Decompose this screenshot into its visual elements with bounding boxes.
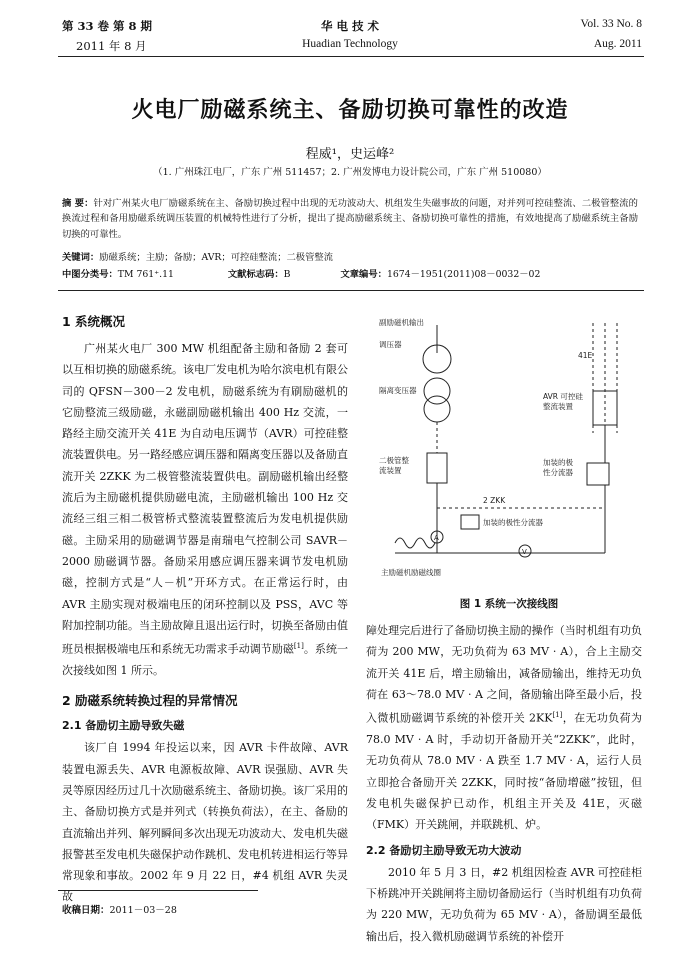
label-main-exciter-winding: 主励磁机励磁线圈 [381, 568, 441, 577]
journal-date-en: Aug. 2011 [593, 38, 642, 50]
abstract [62, 196, 638, 242]
label-diode-rectifier: 二极管整 [379, 456, 409, 465]
citation-1: [1] [293, 642, 304, 651]
label-added-shunt-2: 性分流器 [543, 468, 573, 477]
transformer-secondary-symbol [424, 396, 450, 422]
journal-name: 华 电 技 术 [320, 19, 379, 33]
figure-1-diagram [375, 313, 643, 585]
section2-2-heading: 2.2 备励切主励导致无功大波动 [366, 843, 522, 857]
classification-line [62, 267, 638, 282]
received-label: 收稿日期： [62, 905, 110, 916]
journal-date: 2011 年 8 月 [76, 39, 147, 53]
label-rectifier-device: 整流装置 [543, 402, 573, 411]
right-column [366, 620, 642, 947]
added-shunt-box [587, 463, 609, 485]
diode-rectifier-box [427, 453, 447, 483]
label-added-polarity-shunt: 加装的极性分流器 [483, 518, 543, 527]
section1-heading: 1 系统概况 [62, 314, 126, 329]
label-switch-41e: 41E [578, 351, 593, 360]
left-column [62, 300, 348, 908]
section1-paragraph [62, 338, 348, 681]
clc-value: TM 761⁺.11 [117, 269, 174, 280]
citation-1b: [1] [552, 711, 563, 720]
section2-1-continued-text-end: ，在无功负荷为 78.0 MV · A 时，手动切开备励开关“2ZKK”，此时，无功负荷从 78.0 MV · A 跌至 1.7 MV · A，运行人员立即抢合备励开关 2ZKK，同时按“备励增磁”按钮，但发电机失磁保护已动作，机组主开关及 41E，灭磁（FMK）开关跳闸，并联跳机、炉。 [366, 711, 642, 832]
keywords-label: 关键词： [62, 252, 100, 263]
section2-heading: 2 励磁系统转换过程的异常情况 [62, 693, 238, 709]
label-avr-thyristor: AVR 可控硅 [543, 392, 583, 401]
figure-1-caption: 图 1 系统一次接线图 [459, 598, 559, 610]
exciter-winding-symbol [395, 538, 435, 548]
received-date [62, 902, 177, 916]
header-rule [58, 56, 644, 57]
article-title: 火电厂励磁系统主、备励切换可靠性的改造 [131, 98, 569, 123]
ammeter-label: A [434, 534, 439, 542]
section1-text: 广州某火电厂 300 MW 机组配备主励和备励 2 套可以互相切换的励磁系统。该电厂发电机为哈尔滨电机有限公司的 QFSN－300－2 发电机，励磁系统为有刷励磁机的它励整流三级励磁，永磁副励磁机输出 400 Hz 交流，一路经主励交流开关 41E 为自动电压调节（AVR）可控硅整流装置供电。另一路经感应调压器和隔离变压器以及备励直流开关 2ZKK 为二极管整流装置供电。副励磁机输出经整流后为主励磁机提供励磁电流，主励磁机输出 100 Hz 交流经三组三相二极管桥式整流装置整流后为发电机提供励磁。主励采用的励磁调节器是南瑞电气控制公司 SAVR－2000 励磁调节器。备励采用感应调压器来调节发电机励磁，控制方式是“人－机”开环方式。在正常运行时，由 AVR 主励实现对极端电压的闭环控制以及 PSS，AVC 等附加控制功能。当主励故障且退出运行时，切换至备励由值班员根据极端电压和系统无功需求手动调节励磁 [62, 342, 348, 656]
footer-rule [58, 890, 258, 891]
abstract-label: 摘 要： [62, 198, 94, 209]
label-switch-2zkk: 2 ZKK [483, 496, 506, 505]
label-sub-exciter-output: 副励磁机输出 [379, 318, 424, 327]
received-value: 2011－03－28 [109, 905, 177, 916]
journal-name-en: Huadian Technology [302, 38, 398, 50]
section2-1-continued [366, 620, 642, 836]
article-no-label: 文章编号： [340, 269, 387, 280]
voltmeter-label: V [522, 548, 527, 556]
abstract-text: 针对广州某火电厂励磁系统在主、备励切换过程中出现的无功波动大、机组发生失磁事故的问题，对并列可控硅整流、二极管整流的换流过程和备用励磁系统调压装置的机械特性进行了分析，提出了提高励磁系统主、备励切换可靠性的措施，有效地提高了励磁系统主备励切换的可靠性。 [62, 198, 638, 240]
label-isolation-transformer: 隔离变压器 [379, 386, 417, 395]
section2-1-continued-text: 障处理完后进行了备励切换主励的操作（当时机组有功负荷为 200 MW，无功负荷为 63 MV · A），合上主励交流开关 41E 后，增主励输出，减备励输出，维持无功负荷在 63～78.0 MV · A 之间，备励输出降至最小后，投入微机励磁调节系统的补偿开关 2KK [366, 624, 642, 725]
doc-code-value: B [283, 269, 291, 280]
label-regulator: 调压器 [379, 340, 402, 349]
label-added-shunt: 加装的极 [543, 458, 573, 467]
abstract-rule [58, 290, 644, 291]
journal-volume-issue: 第 33 卷 第 8 期 [62, 19, 153, 33]
clc-label: 中图分类号： [62, 269, 118, 280]
article-authors: 程威¹，史运峰² [305, 147, 395, 162]
section1-text-end: 。系统一次接线如图 1 所示。 [62, 642, 349, 678]
label-rectifier-device-2: 流装置 [379, 466, 402, 475]
doc-code-label: 文献标志码： [227, 269, 284, 280]
article-no-value: 1674－1951(2011)08－0032－02 [386, 269, 541, 280]
polarity-shunt-box [461, 515, 479, 529]
section2-2-paragraph: 2010 年 5 月 3 日，#2 机组因检查 AVR 可控硅柜下桥跳冲开关跳闸将主励切备励运行（当时机组有功负荷为 220 MW，无功负荷为 65 MV · A），备励调至最低输出后，投入微机励磁调节系统的补偿开 [366, 865, 642, 943]
section2-1-paragraph: 该厂自 1994 年投运以来，因 AVR 卡件故障、AVR 装置电源丢失、AVR 电源板故障、AVR 误强励、AVR 失灵等原因经历过几十次励磁系统主、备励切换。该厂采用的主、备励切换方式是并列式（转换负荷法），在主、备励的直流输出并列、解列瞬间多次出现无功波动大、发电机失磁报警甚至发电机失磁保护动作跳机、发电机转进相运行等异常现象和事故。2002 年 9 月 22 日，#4 机组 AVR 失灵故 [62, 741, 348, 904]
journal-volume-en: Vol. 33 No. 8 [580, 18, 642, 30]
section2-1-heading: 2.1 备励切主励导致失磁 [62, 719, 185, 733]
article-affiliation: （1. 广州珠江电厂，广东 广州 511457；2. 广州发博电力设计院公司，广东 广州 510080） [153, 167, 547, 178]
keywords-text: 励磁系统；主励；备励；AVR；可控硅整流；二极管整流 [99, 252, 333, 263]
keywords [62, 250, 638, 265]
